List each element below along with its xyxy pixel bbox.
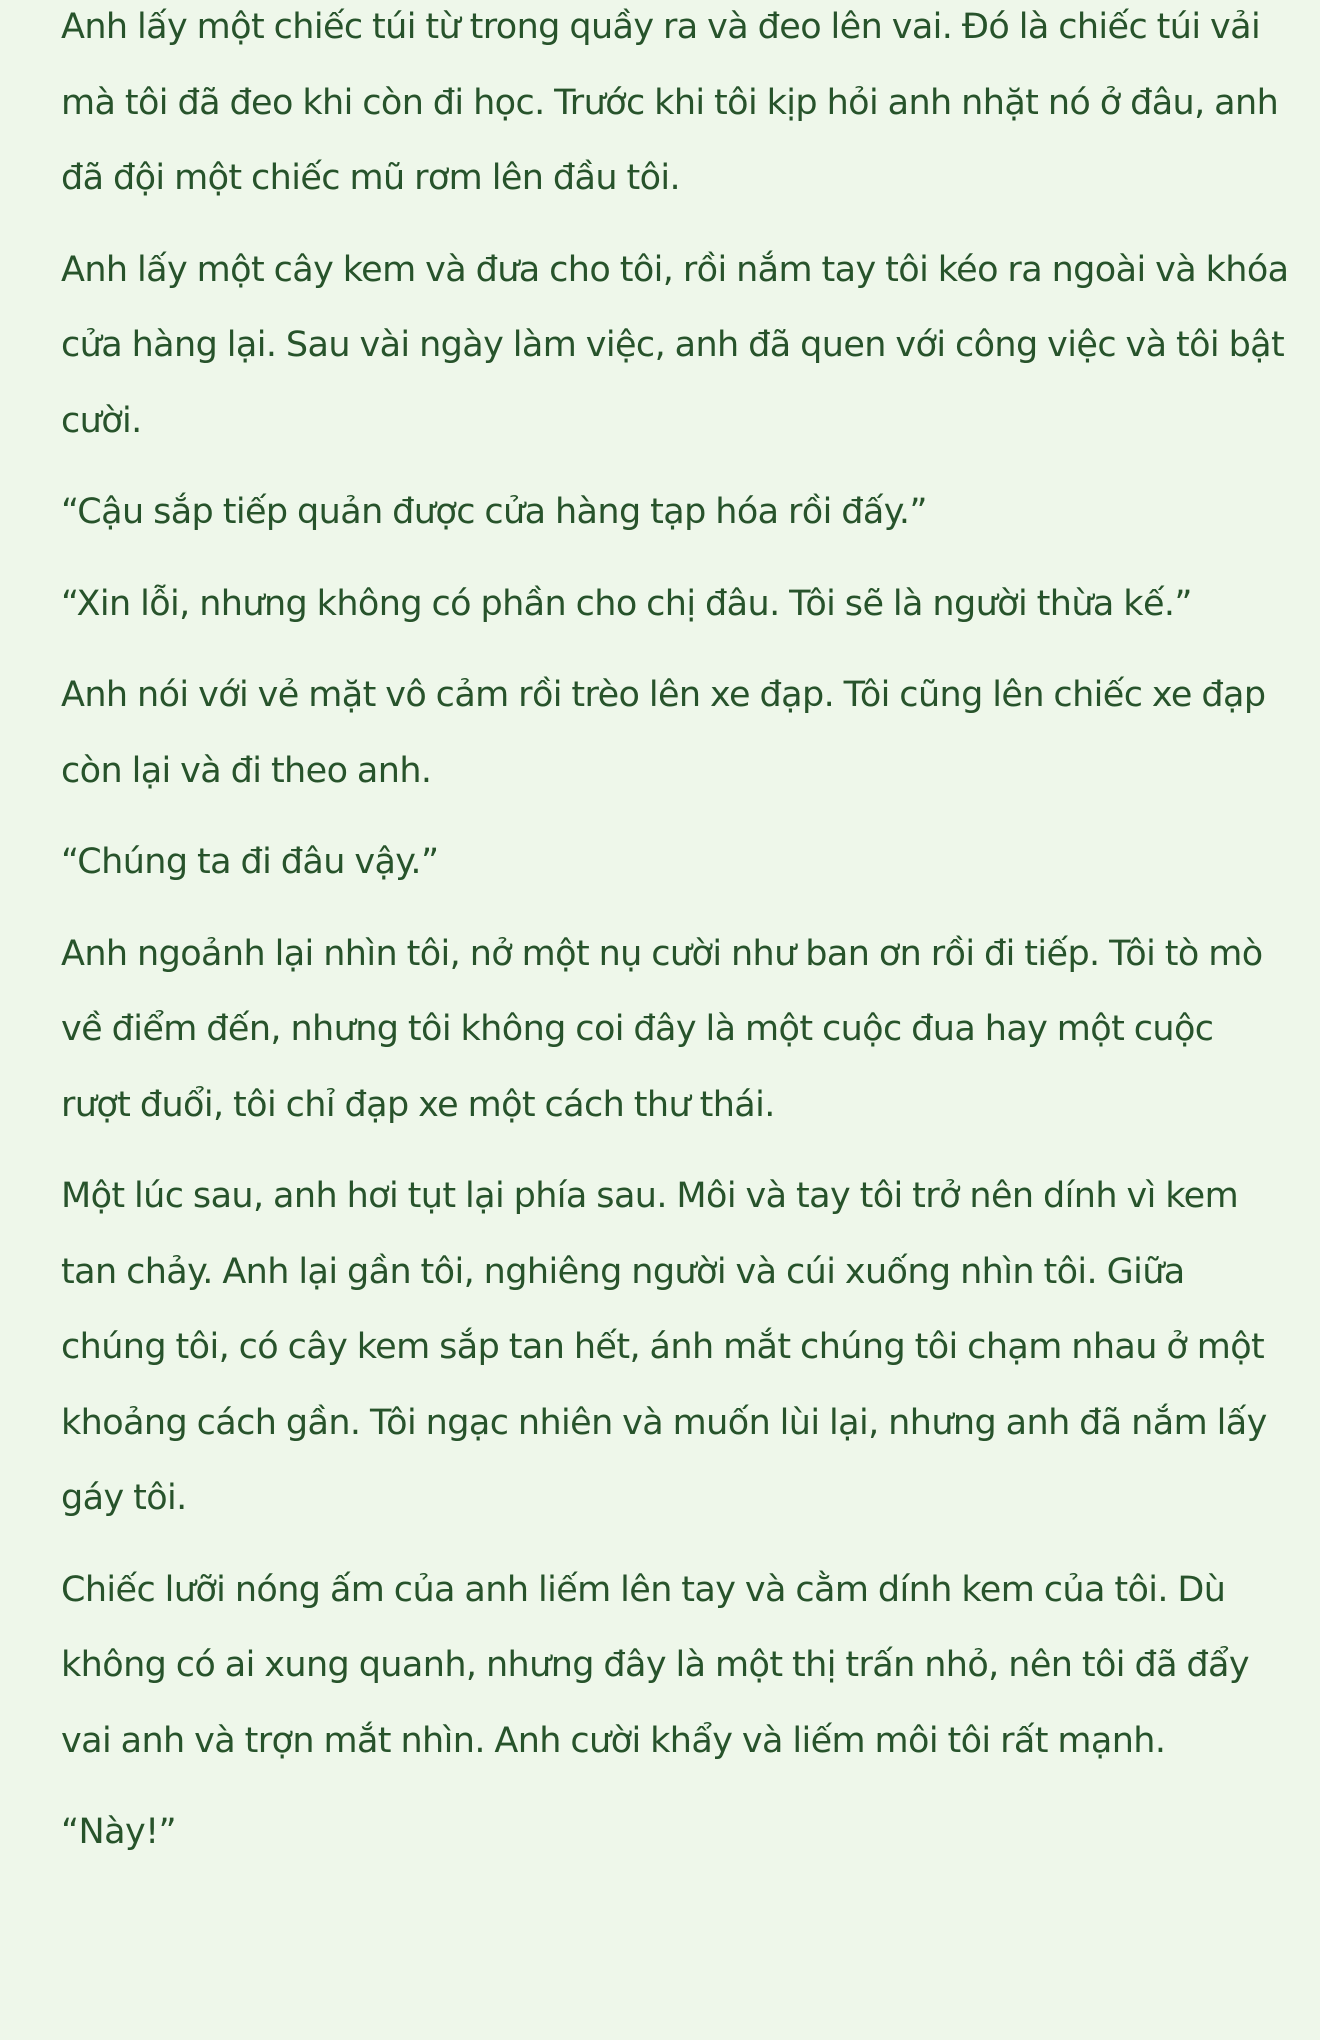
paragraph-4: “Xin lỗi, nhưng không có phần cho chị đâu. Tôi sẽ là người thừa kế.” [61,583,1192,624]
paragraph-10: “Này!” [61,1812,177,1852]
paragraph-5: Anh nói với vẻ mặt vô cảm rồi trèo lên xe đạp. Tôi cũng lên chiếc xe đạp còn lại và đi theo anh. [61,675,1266,791]
paragraph-8: Một lúc sau, anh hơi tụt lại phía sau. Môi và tay tôi trở nên dính vì kem tan chảy. Anh lại gần tôi, nghiêng người và cúi xuống nhìn tôi. Giữa chúng tôi, có cây kem sắp tan hết, ánh mắt chúng tôi chạm nhau ở một khoảng cách gần. Tôi ngạc nhiên và muốn lùi lại, nhưng anh đã nắm lấy gáy tôi. [61,1176,1267,1518]
paragraph-6: “Chúng ta đi đâu vậy.” [61,842,439,882]
reader-content [61,0,1291,1887]
paragraph-9: Chiếc lưỡi nóng ấm của anh liếm lên tay và cằm dính kem của tôi. Dù không có ai xung quanh, nhưng đây là một thị trấn nhỏ, nên tôi đã đẩy vai anh và trợn mắt nhìn. Anh cười khẩy và liếm môi tôi rất mạnh. [61,1569,1250,1761]
paragraph-7: Anh ngoảnh lại nhìn tôi, nở một nụ cười như ban ơn rồi đi tiếp. Tôi tò mò về điểm đến, nhưng tôi không coi đây là một cuộc đua hay một cuộc rượt đuổi, tôi chỉ đạp xe một cách thư thái. [61,933,1263,1125]
paragraph-2: Anh lấy một cây kem và đưa cho tôi, rồi nắm tay tôi kéo ra ngoài và khóa cửa hàng lại. Sau vài ngày làm việc, anh đã quen với công việc và tôi bật cười. [61,249,1289,441]
paragraph-3: “Cậu sắp tiếp quản được cửa hàng tạp hóa rồi đấy.” [61,492,927,532]
paragraph-1: Anh lấy một chiếc túi từ trong quầy ra và đeo lên vai. Đó là chiếc túi vải mà tôi đã đeo khi còn đi học. Trước khi tôi kịp hỏi anh nhặt nó ở đâu, anh đã đội một chiếc mũ rơm lên đầu tôi. [61,7,1279,198]
